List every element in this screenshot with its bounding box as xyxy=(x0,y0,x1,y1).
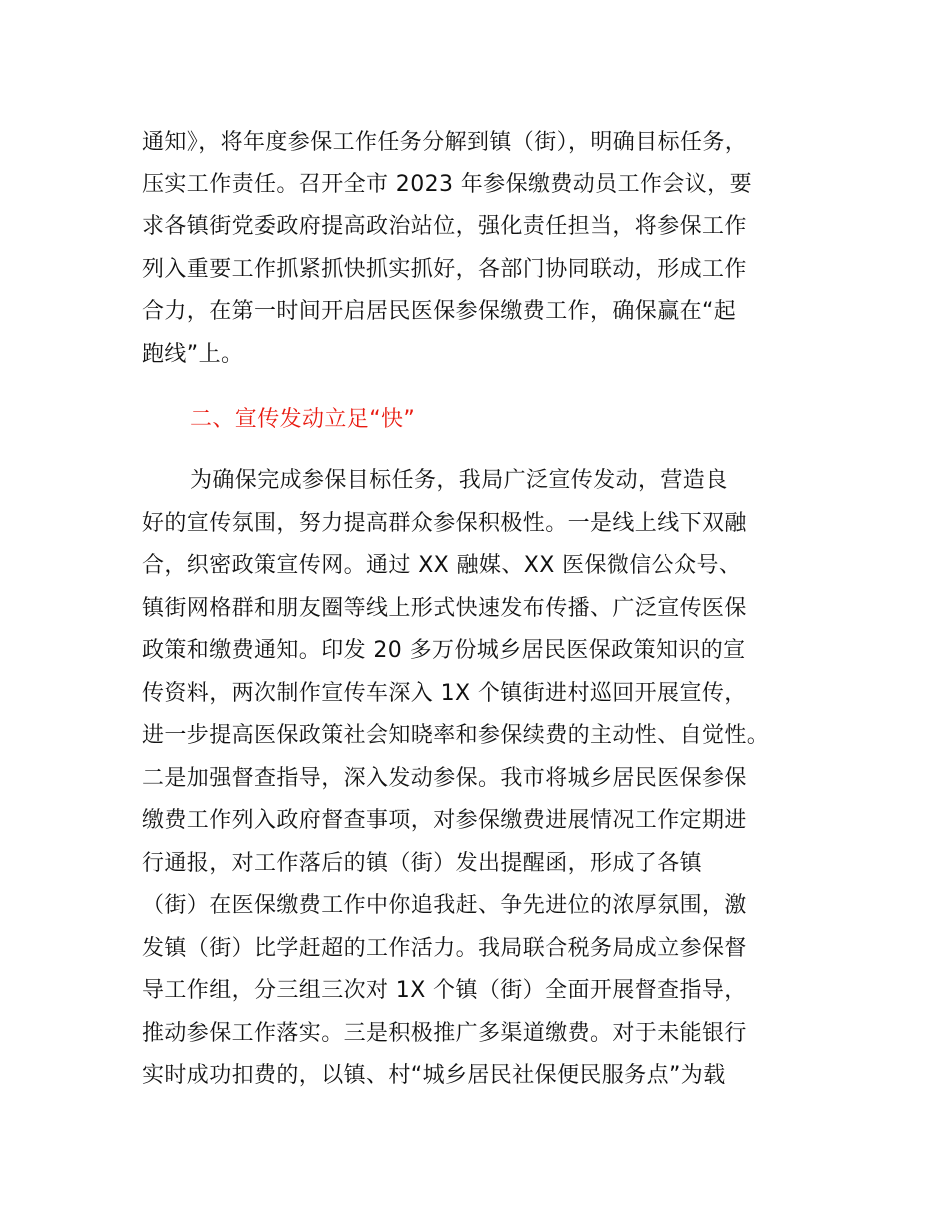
paragraph-line: 求各镇街党委政府提高政治站位，强化责任担当，将参保工作 xyxy=(142,214,747,239)
section-heading: 二、宣传发动立足“快” xyxy=(190,407,416,432)
paragraph-line: 传资料，两次制作宣传车深入 1X 个镇街进村巡回开展宣传， xyxy=(142,681,747,706)
paragraph-line: 列入重要工作抓紧抓快抓实抓好，各部门协同联动，形成工作 xyxy=(142,257,747,282)
paragraph-line: 压实工作责任。召开全市 2023 年参保缴费动员工作会议，要 xyxy=(142,172,752,197)
paragraph-line: 镇街网格群和朋友圈等线上形式快速发布传播、广泛宣传医保 xyxy=(142,596,747,621)
paragraph-line: （街）在医保缴费工作中你追我赶、争先进位的浓厚氛围，激 xyxy=(142,893,747,918)
paragraph-line: 进一步提高医保政策社会知晓率和参保续费的主动性、自觉性。 xyxy=(142,723,770,748)
paragraph-line: 政策和缴费通知。印发 20 多万份城乡居民医保政策知识的宣 xyxy=(142,638,746,663)
paragraph-line: 通知》，将年度参保工作任务分解到镇（街），明确目标任务， xyxy=(142,130,748,155)
paragraph-line: 好的宣传氛围，努力提高群众参保积极性。一是线上线下双融 xyxy=(142,511,747,536)
paragraph-line: 行通报，对工作落后的镇（街）发出提醒函，形成了各镇 xyxy=(142,851,703,876)
paragraph-line: 发镇（街）比学赶超的工作活力。我局联合税务局成立参保督 xyxy=(142,936,747,961)
paragraph-line: 推动参保工作落实。三是积极推广多渠道缴费。对于未能银行 xyxy=(142,1021,747,1046)
paragraph-line: 实时成功扣费的，以镇、村“城乡居民社保便民服务点”为载 xyxy=(142,1063,726,1088)
paragraph-line: 合，织密政策宣传网。通过 XX 融媒、XX 医保微信公众号、 xyxy=(142,553,742,578)
paragraph-line: 跑线”上。 xyxy=(142,342,244,367)
paragraph-line: 二是加强督查指导，深入发动参保。我市将城乡居民医保参保 xyxy=(142,766,747,791)
paragraph-line: 为确保完成参保目标任务，我局广泛宣传发动，营造良 xyxy=(190,468,728,493)
paragraph-line: 导工作组，分三组三次对 1X 个镇（街）全面开展督查指导， xyxy=(142,978,747,1003)
paragraph-line: 缴费工作列入政府督查事项，对参保缴费进展情况工作定期进 xyxy=(142,808,747,833)
paragraph-line: 合力，在第一时间开启居民医保参保缴费工作，确保赢在“起 xyxy=(142,299,737,324)
